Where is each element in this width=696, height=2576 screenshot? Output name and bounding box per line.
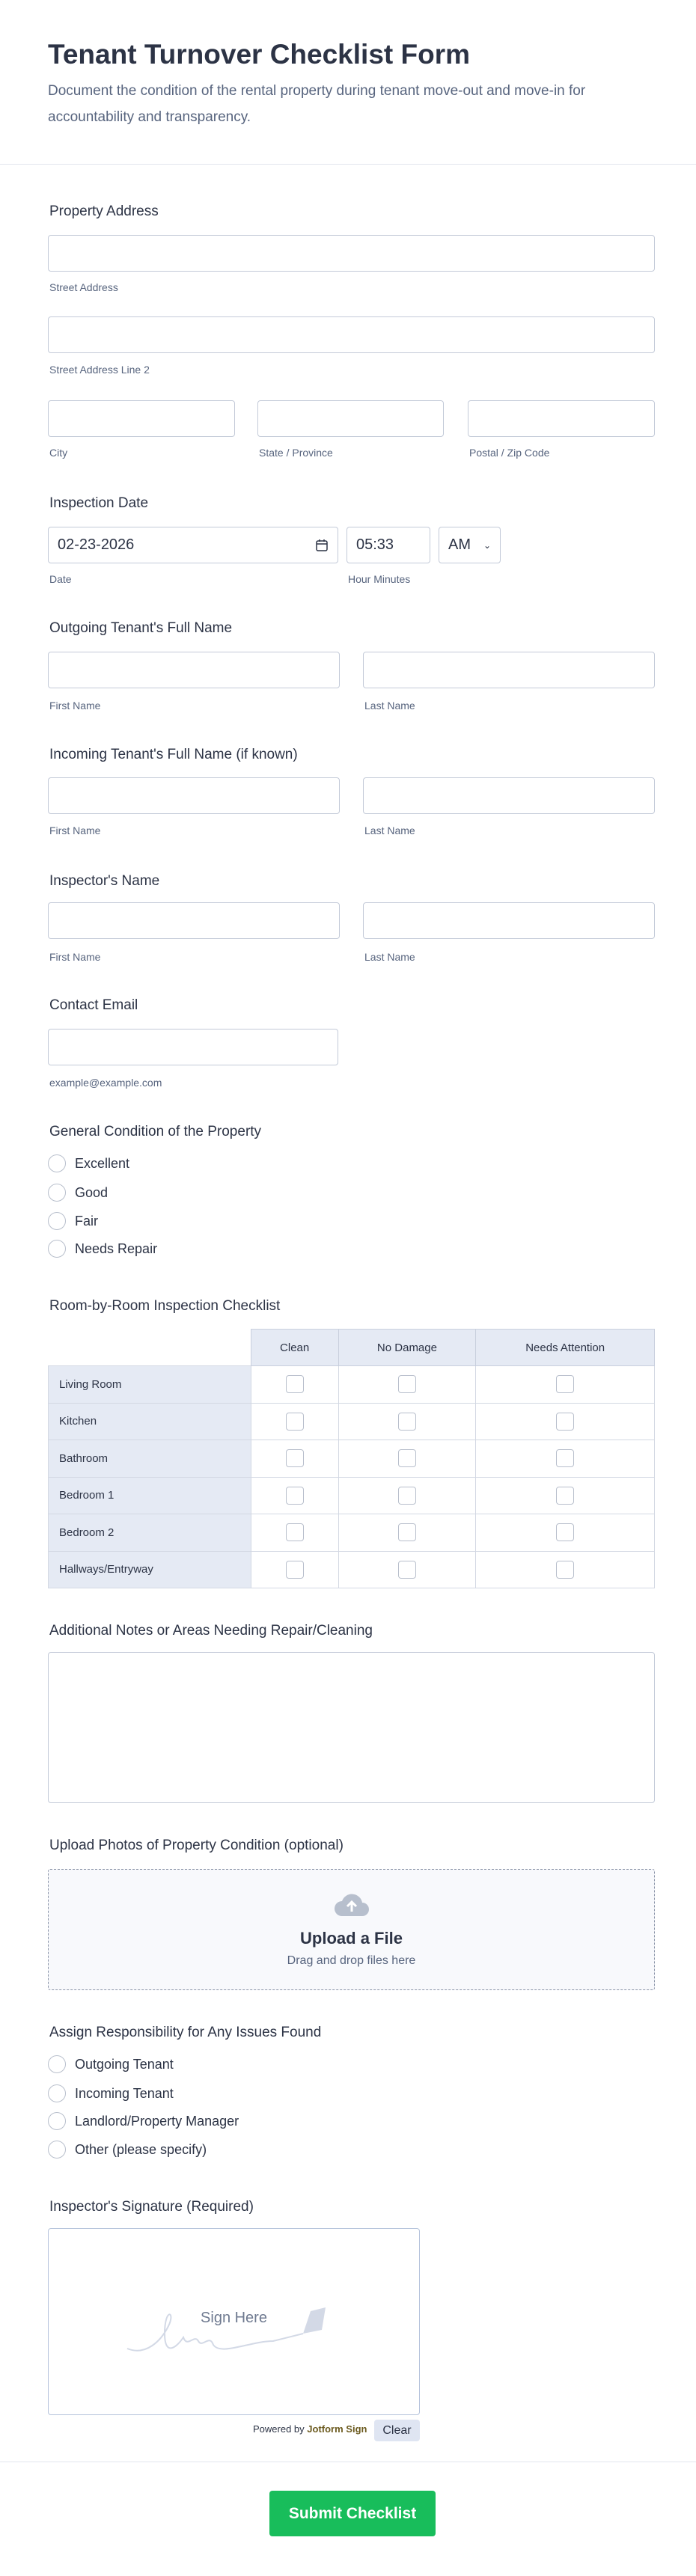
room-label: Living Room [49, 1366, 251, 1404]
checkbox[interactable] [556, 1523, 574, 1541]
checkbox[interactable] [286, 1375, 304, 1393]
table-row [49, 1477, 655, 1514]
radio-circle[interactable] [48, 1154, 66, 1172]
street-address-line2-input[interactable] [48, 316, 655, 353]
checkbox[interactable] [556, 1561, 574, 1579]
time-sublabel: Hour Minutes [348, 573, 411, 585]
radio-other[interactable] [48, 2141, 207, 2159]
file-dropzone[interactable] [48, 1869, 655, 1990]
inspection-date-label: Inspection Date [49, 495, 149, 511]
radio-circle[interactable] [48, 1212, 66, 1230]
time-value: 05:33 [356, 536, 394, 553]
radio-good[interactable] [48, 1184, 108, 1202]
radio-label: Fair [75, 1213, 98, 1229]
checkbox-cell [338, 1551, 476, 1588]
calendar-icon[interactable] [315, 539, 329, 552]
radio-fair[interactable] [48, 1212, 98, 1230]
radio-circle[interactable] [48, 2055, 66, 2073]
signature-pen-icon [123, 2304, 348, 2364]
checkbox[interactable] [556, 1449, 574, 1467]
outgoing-first-sublabel: First Name [49, 700, 101, 712]
inspector-name-label: Inspector's Name [49, 873, 160, 889]
radio-excellent[interactable] [48, 1154, 129, 1172]
upload-label: Upload Photos of Property Condition (optional) [49, 1838, 344, 1853]
column-header: Clean [251, 1330, 338, 1366]
signature-pad[interactable] [48, 2228, 420, 2415]
ampm-select[interactable] [439, 527, 501, 563]
table-row [49, 1366, 655, 1404]
incoming-first-name-input[interactable] [48, 777, 340, 814]
state-sublabel: State / Province [259, 447, 333, 459]
street-address-input[interactable] [48, 235, 655, 272]
room-label: Bedroom 2 [49, 1514, 251, 1552]
checkbox-cell [338, 1514, 476, 1552]
checkbox[interactable] [286, 1523, 304, 1541]
checkbox-cell [251, 1440, 338, 1478]
radio-circle[interactable] [48, 2084, 66, 2102]
radio-landlord[interactable] [48, 2112, 239, 2130]
checkbox[interactable] [286, 1449, 304, 1467]
property-address-label: Property Address [49, 204, 159, 219]
column-header: Needs Attention [476, 1330, 655, 1366]
incoming-tenant-label: Incoming Tenant's Full Name (if known) [49, 747, 298, 762]
powered-by-text: Powered by [253, 2423, 305, 2435]
upload-title: Upload a File [300, 1929, 403, 1948]
contact-email-label: Contact Email [49, 997, 138, 1013]
checkbox[interactable] [398, 1375, 416, 1393]
room-label: Hallways/Entryway [49, 1551, 251, 1588]
radio-label: Needs Repair [75, 1240, 158, 1256]
checkbox[interactable] [556, 1487, 574, 1505]
radio-circle[interactable] [48, 2141, 66, 2159]
checkbox[interactable] [398, 1413, 416, 1431]
checkbox-cell [476, 1366, 655, 1404]
email-sublabel: example@example.com [49, 1077, 162, 1089]
radio-label: Other (please specify) [75, 2141, 207, 2157]
checkbox[interactable] [398, 1523, 416, 1541]
chevron-down-icon: ⌄ [483, 539, 491, 551]
checkbox[interactable] [398, 1449, 416, 1467]
checklist-label: Room-by-Room Inspection Checklist [49, 1298, 281, 1314]
responsibility-label: Assign Responsibility for Any Issues Found [49, 2025, 322, 2040]
cloud-upload-icon [333, 1892, 370, 1918]
room-label: Kitchen [49, 1403, 251, 1440]
checkbox-cell [251, 1403, 338, 1440]
radio-label: Excellent [75, 1155, 130, 1171]
radio-circle[interactable] [48, 1240, 66, 1258]
time-input[interactable] [347, 527, 430, 563]
table-row [49, 1440, 655, 1478]
incoming-first-sublabel: First Name [49, 824, 101, 836]
clear-signature-button[interactable]: Clear [374, 2420, 420, 2441]
date-input[interactable] [48, 527, 338, 563]
jotform-sign-brand: Jotform Sign [307, 2423, 367, 2435]
checkbox-cell [476, 1440, 655, 1478]
inspector-first-name-input[interactable] [48, 902, 340, 939]
radio-label: Good [75, 1184, 109, 1200]
upload-hint: Drag and drop files here [287, 1954, 416, 1967]
radio-label: Incoming Tenant [75, 2085, 174, 2101]
checkbox[interactable] [286, 1487, 304, 1505]
checkbox-cell [338, 1477, 476, 1514]
checkbox-cell [476, 1514, 655, 1552]
outgoing-tenant-label: Outgoing Tenant's Full Name [49, 620, 233, 636]
incoming-last-name-input[interactable] [363, 777, 655, 814]
checkbox-cell [476, 1477, 655, 1514]
checkbox-cell [338, 1403, 476, 1440]
inspector-last-sublabel: Last Name [364, 951, 415, 963]
zip-sublabel: Postal / Zip Code [469, 447, 550, 459]
radio-label: Landlord/Property Manager [75, 2113, 239, 2129]
outgoing-first-name-input[interactable] [48, 652, 340, 688]
notes-textarea[interactable] [48, 1652, 655, 1803]
date-value: 02-23-2026 [58, 536, 135, 553]
radio-circle[interactable] [48, 1184, 66, 1202]
radio-label: Outgoing Tenant [75, 2056, 174, 2072]
checkbox[interactable] [398, 1561, 416, 1579]
page-title: Tenant Turnover Checklist Form [48, 39, 470, 70]
checkbox-cell [251, 1551, 338, 1588]
radio-outgoing-tenant[interactable] [48, 2055, 174, 2073]
checkbox-cell [251, 1477, 338, 1514]
checkbox[interactable] [398, 1487, 416, 1505]
inspection-matrix [48, 1329, 655, 1588]
table-row [49, 1514, 655, 1552]
checkbox[interactable] [286, 1561, 304, 1579]
outgoing-last-sublabel: Last Name [364, 700, 415, 712]
page-subtitle: Document the condition of the rental property during tenant move-out and move-in for accountability and transparency. [48, 83, 586, 125]
submit-button[interactable]: Submit Checklist [269, 2491, 436, 2536]
radio-incoming-tenant[interactable] [48, 2084, 174, 2102]
checkbox-cell [251, 1366, 338, 1404]
city-input[interactable] [48, 400, 235, 437]
empty-header [49, 1330, 251, 1366]
radio-needs-repair[interactable] [48, 1240, 157, 1258]
ampm-value: AM [448, 536, 471, 553]
checkbox-cell [476, 1403, 655, 1440]
radio-circle[interactable] [48, 2112, 66, 2130]
email-input[interactable] [48, 1029, 338, 1065]
city-sublabel: City [49, 447, 68, 459]
checkbox[interactable] [286, 1413, 304, 1431]
powered-by [253, 2423, 367, 2435]
checkbox[interactable] [556, 1375, 574, 1393]
notes-label: Additional Notes or Areas Needing Repair/Cleaning [49, 1623, 373, 1639]
checkbox-cell [338, 1440, 476, 1478]
state-input[interactable] [257, 400, 444, 437]
sign-here-placeholder: Sign Here [201, 2310, 267, 2326]
column-header: No Damage [338, 1330, 476, 1366]
general-condition-label: General Condition of the Property [49, 1124, 262, 1139]
checkbox[interactable] [556, 1413, 574, 1431]
table-row [49, 1403, 655, 1440]
checkbox-cell [251, 1514, 338, 1552]
zip-input[interactable] [468, 400, 655, 437]
incoming-last-sublabel: Last Name [364, 824, 415, 836]
checkbox-cell [476, 1551, 655, 1588]
outgoing-last-name-input[interactable] [363, 652, 655, 688]
street-address-sublabel: Street Address [49, 281, 118, 293]
header-divider [0, 164, 696, 165]
signature-label: Inspector's Signature (Required) [49, 2199, 254, 2215]
room-label: Bathroom [49, 1440, 251, 1478]
inspector-first-sublabel: First Name [49, 951, 101, 963]
table-row [49, 1551, 655, 1588]
room-label: Bedroom 1 [49, 1477, 251, 1514]
street-address-line2-sublabel: Street Address Line 2 [49, 364, 150, 376]
checkbox-cell [338, 1366, 476, 1404]
inspector-last-name-input[interactable] [363, 902, 655, 939]
date-sublabel: Date [49, 573, 72, 585]
